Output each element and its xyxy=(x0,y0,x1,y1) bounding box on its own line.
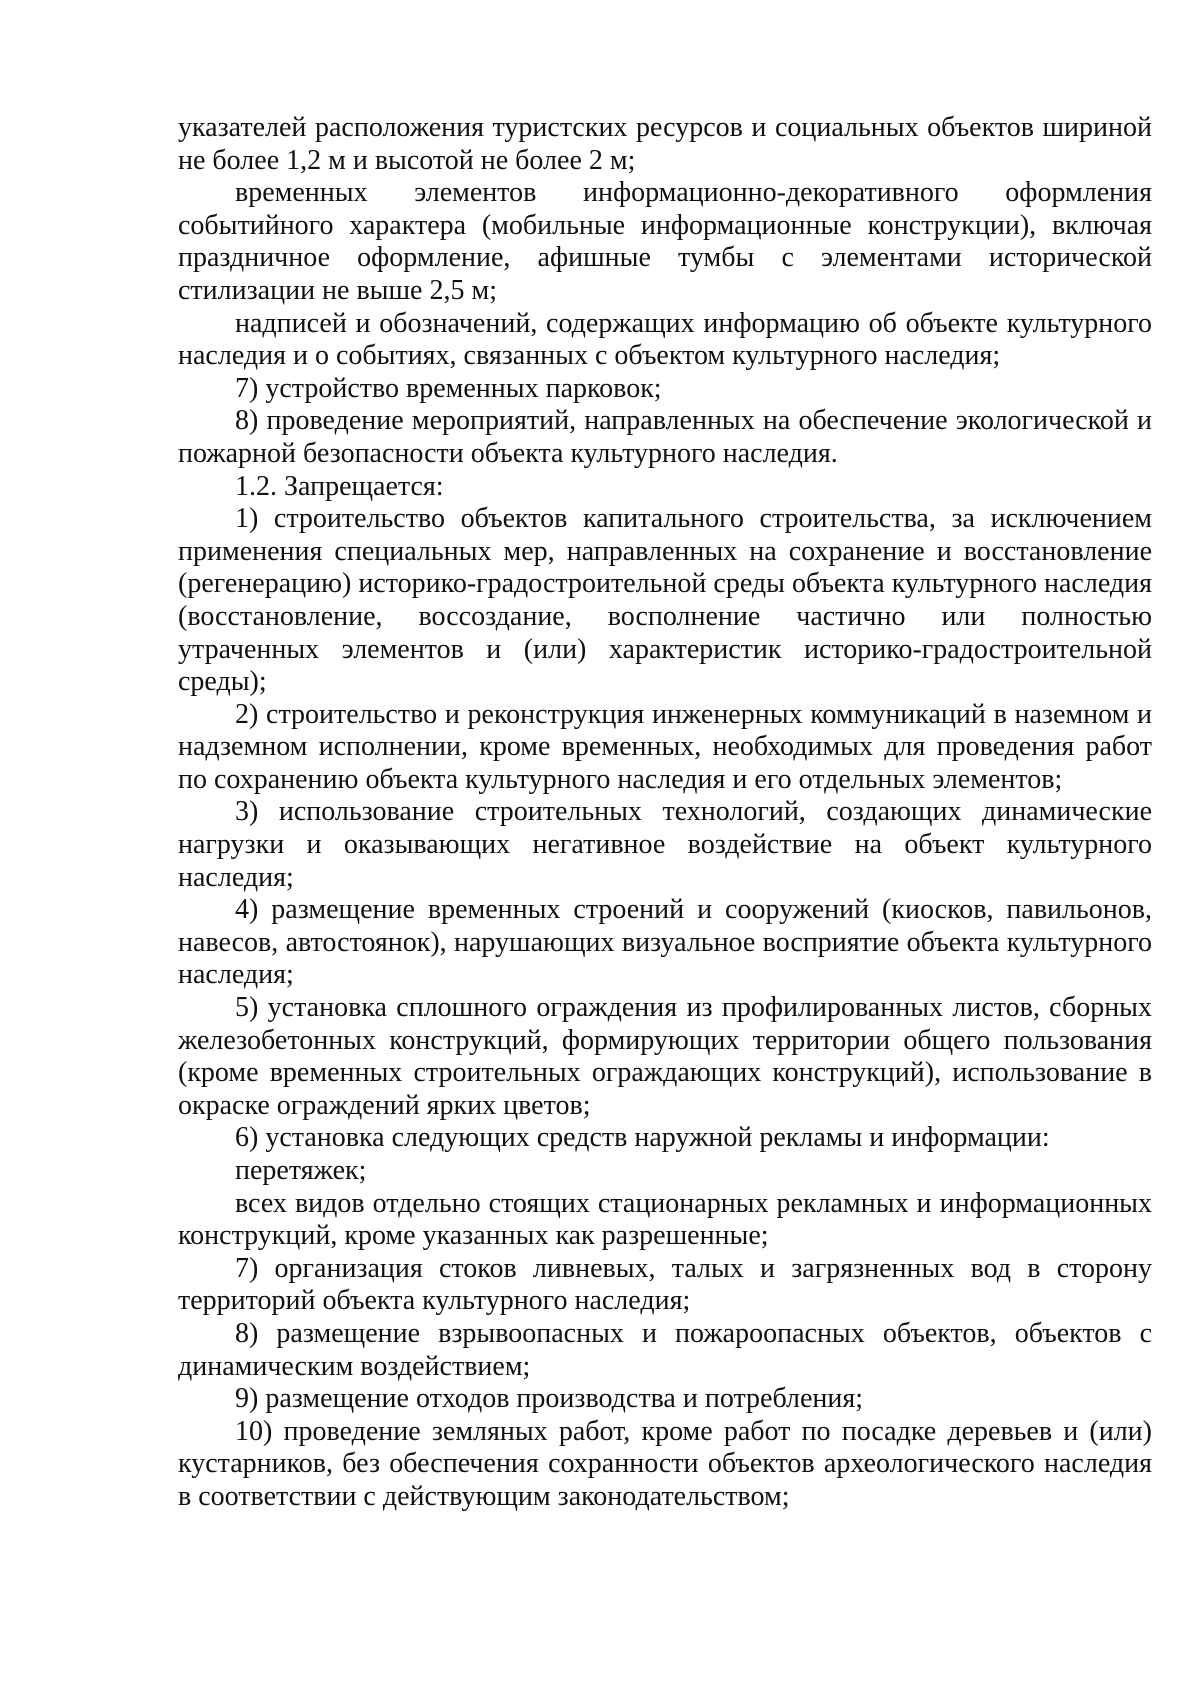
document-body xyxy=(178,112,1152,1514)
paragraph: перетяжек; xyxy=(235,1155,367,1186)
paragraph: 2) строительство и реконструкция инженерных коммуникаций в наземном и надземном исполнении, кроме временных, необходимых для проведения работ по сохранению объекта культурного наследия и его отдельных элементов; xyxy=(178,698,1152,795)
paragraph: 4) размещение временных строений и сооружений (киосков, павильонов, навесов, автостоянок), нарушающих визуальное восприятие объекта культурного наследия; xyxy=(178,894,1152,991)
paragraph: указателей расположения туристских ресурсов и социальных объектов шириной не более 1,2 м и высотой не более 2 м; xyxy=(178,112,1152,176)
paragraph: 8) размещение взрывоопасных и пожароопасных объектов, объектов с динамическим воздействием; xyxy=(178,1317,1152,1382)
section-heading: 1.2. Запрещается: xyxy=(235,470,444,502)
paragraph: 10) проведение земляных работ, кроме работ по посадке деревьев и (или) кустарников, без обеспечения сохранности объектов археологического наследия в соответствии с действующим законодательством; xyxy=(178,1415,1152,1512)
paragraph: всех видов отдельно стоящих стационарных рекламных и информационных конструкций, кроме указанных как разрешенные; xyxy=(178,1187,1152,1252)
paragraph: 3) использование строительных технологий, создающих динамические нагрузки и оказывающих негативное воздействие на объект культурного наследия; xyxy=(178,796,1152,893)
paragraph: 1) строительство объектов капитального строительства, за исключением применения специальных мер, направленных на сохранение и восстановление (регенерацию) историко-градостроительной среды объекта культурного наследия (восстановление, воссоздание, восполнение частично или полностью утраченных элементов и (или) характеристик историко-градостроительной среды); xyxy=(178,503,1152,698)
paragraph: 5) установка сплошного ограждения из профилированных листов, сборных железобетонных конструкций, формирующих территории общего пользования (кроме временных строительных ограждающих конструкций), использование в окраске ограждений ярких цветов; xyxy=(178,992,1152,1121)
paragraph: 6) установка следующих средств наружной рекламы и информации: xyxy=(235,1122,1050,1154)
paragraph: временных элементов информационно-декоративного оформления событийного характера (мобильные информационные конструкции), включая праздничное оформление, афишные тумбы с элементами исторической стилизации не выше 2,5 м; xyxy=(178,177,1152,306)
paragraph: 7) организация стоков ливневых, талых и загрязненных вод в сторону территорий объекта культурного наследия; xyxy=(178,1252,1152,1317)
paragraph: 7) устройство временных парковок; xyxy=(235,372,662,404)
paragraph: 8) проведение мероприятий, направленных на обеспечение экологической и пожарной безопасности объекта культурного наследия. xyxy=(178,405,1152,469)
paragraph: надписей и обозначений, содержащих информацию об объекте культурного наследия и о событиях, связанных с объектом культурного наследия; xyxy=(178,307,1152,372)
paragraph: 9) размещение отходов производства и потребления; xyxy=(235,1383,864,1415)
